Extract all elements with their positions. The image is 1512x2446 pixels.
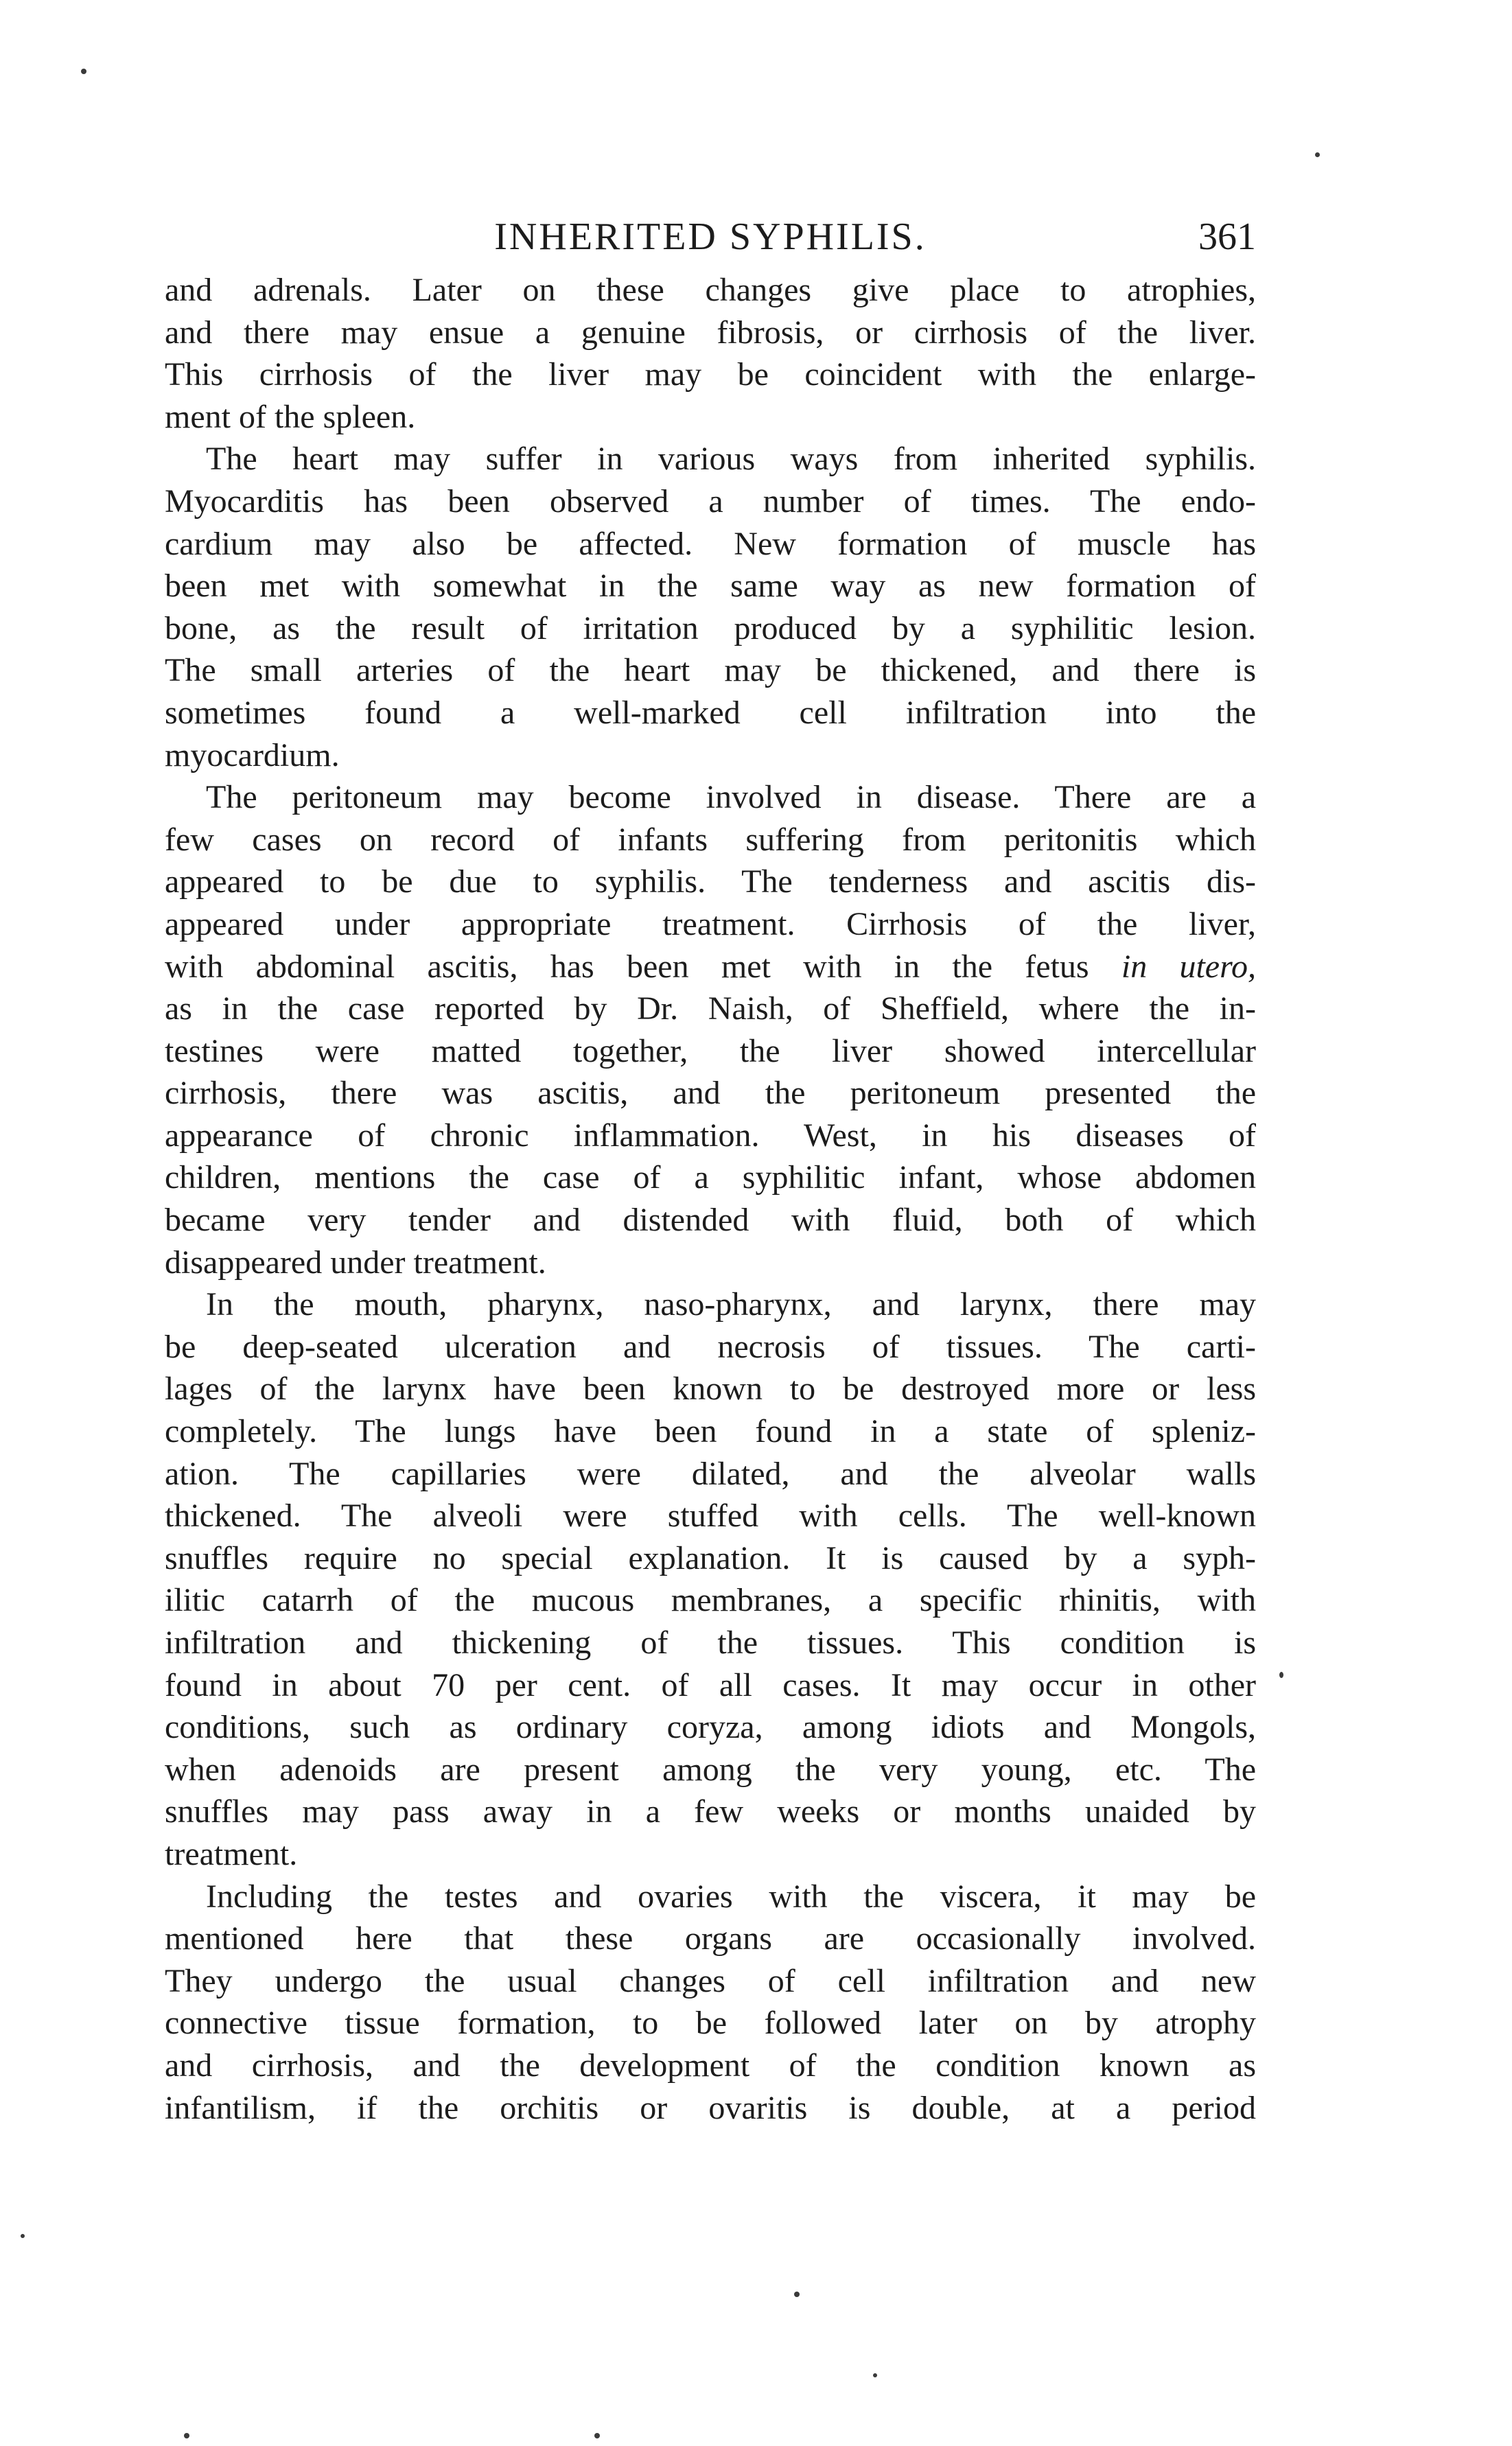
text-line: appeared to be due to syphilis. The tenderness and ascitis dis- — [165, 863, 1256, 900]
text-line: testines were matted together, the liver showed intercellular — [165, 1032, 1256, 1069]
scan-speck — [184, 2433, 189, 2438]
body-text — [165, 269, 1256, 2129]
scan-speck — [594, 2433, 600, 2438]
text-line: appearance of chronic inflammation. West, in his diseases of — [165, 1117, 1256, 1154]
text-line: ation. The capillaries were dilated, and the alveolar walls — [165, 1455, 1256, 1492]
text-line: They undergo the usual changes of cell infiltration and new — [165, 1962, 1256, 1999]
text-line: mentioned here that these organs are occasionally involved. — [165, 1920, 1256, 1957]
text-line: cardium may also be affected. New formation of muscle has — [165, 525, 1256, 562]
text-line: appeared under appropriate treatment. Cirrhosis of the liver, — [165, 905, 1256, 942]
paragraph-start-line: Including the testes and ovaries with the viscera, it may be — [206, 1878, 1256, 1915]
text-line — [165, 946, 1256, 988]
text-line: treatment. — [165, 1835, 298, 1872]
text-line: ment of the spleen. — [165, 398, 416, 435]
text-line: Myocarditis has been observed a number of times. The endo- — [165, 482, 1256, 520]
text-line: This cirrhosis of the liver may be coincident with the enlarge- — [165, 356, 1256, 393]
text-line: snuffles require no special explanation. It is caused by a syph- — [165, 1539, 1256, 1576]
text-line: disappeared under treatment. — [165, 1244, 546, 1281]
text-line: connective tissue formation, to be followed later on by atrophy — [165, 2005, 1256, 2042]
scan-speck — [873, 2373, 877, 2377]
text-line: when adenoids are present among the very young, etc. The — [165, 1751, 1256, 1788]
text-segment: with abdominal ascitis, has been met with in the fetus — [165, 948, 1121, 985]
running-head — [165, 209, 1256, 264]
text-line: completely. The lungs have been found in a state of spleniz- — [165, 1413, 1256, 1450]
text-line: and cirrhosis, and the development of the condition known as — [165, 2047, 1256, 2084]
text-line: sometimes found a well-marked cell infiltration into the — [165, 694, 1256, 731]
text-line: found in about 70 per cent. of all cases. It may occur in other — [165, 1666, 1256, 1703]
scan-speck — [81, 69, 86, 74]
paragraph-start-line: In the mouth, pharynx, naso-pharynx, and larynx, there may — [206, 1286, 1256, 1323]
text-line: The small arteries of the heart may be thickened, and there is — [165, 652, 1256, 689]
page-number: 361 — [1198, 216, 1256, 258]
text-line: few cases on record of infants suffering from peritonitis which — [165, 821, 1256, 858]
text-line: became very tender and distended with fluid, both of which — [165, 1202, 1256, 1239]
scan-speck — [1279, 1672, 1283, 1678]
text-line: been met with somewhat in the same way as new formation of — [165, 568, 1256, 605]
text-line: infiltration and thickening of the tissues. This condition is — [165, 1624, 1256, 1661]
scan-speck — [1315, 152, 1320, 157]
text-line: myocardium. — [165, 736, 340, 773]
text-line: snuffles may pass away in a few weeks or months unaided by — [165, 1793, 1256, 1830]
text-line: thickened. The alveoli were stuffed with cells. The well-known — [165, 1498, 1256, 1535]
text-line: as in the case reported by Dr. Naish, of Sheffield, where the in- — [165, 990, 1256, 1027]
text-line: ilitic catarrh of the mucous membranes, a specific rhinitis, with — [165, 1582, 1256, 1619]
text-line: and adrenals. Later on these changes give place to atrophies, — [165, 272, 1256, 308]
running-title: INHERITED SYPHILIS. — [494, 216, 927, 258]
text-line: be deep-seated ulceration and necrosis of tissues. The carti- — [165, 1328, 1256, 1365]
italic-phrase: in utero, — [1121, 948, 1257, 985]
text-line: lages of the larynx have been known to be destroyed more or less — [165, 1371, 1256, 1408]
scan-speck — [21, 2234, 25, 2238]
paragraph-start-line: The peritoneum may become involved in disease. There are a — [206, 779, 1256, 816]
scan-speck — [794, 2292, 800, 2297]
text-line: and there may ensue a genuine fibrosis, or cirrhosis of the liver. — [165, 314, 1256, 351]
text-line: cirrhosis, there was ascitis, and the peritoneum presented the — [165, 1075, 1256, 1112]
text-line: children, mentions the case of a syphilitic infant, whose abdomen — [165, 1159, 1256, 1196]
paragraph-start-line: The heart may suffer in various ways from inherited syphilis. — [206, 441, 1256, 478]
text-line: bone, as the result of irritation produced by a syphilitic lesion. — [165, 609, 1256, 647]
text-line: infantilism, if the orchitis or ovaritis is double, at a period — [165, 2089, 1256, 2126]
text-line: conditions, such as ordinary coryza, among idiots and Mongols, — [165, 1709, 1256, 1746]
